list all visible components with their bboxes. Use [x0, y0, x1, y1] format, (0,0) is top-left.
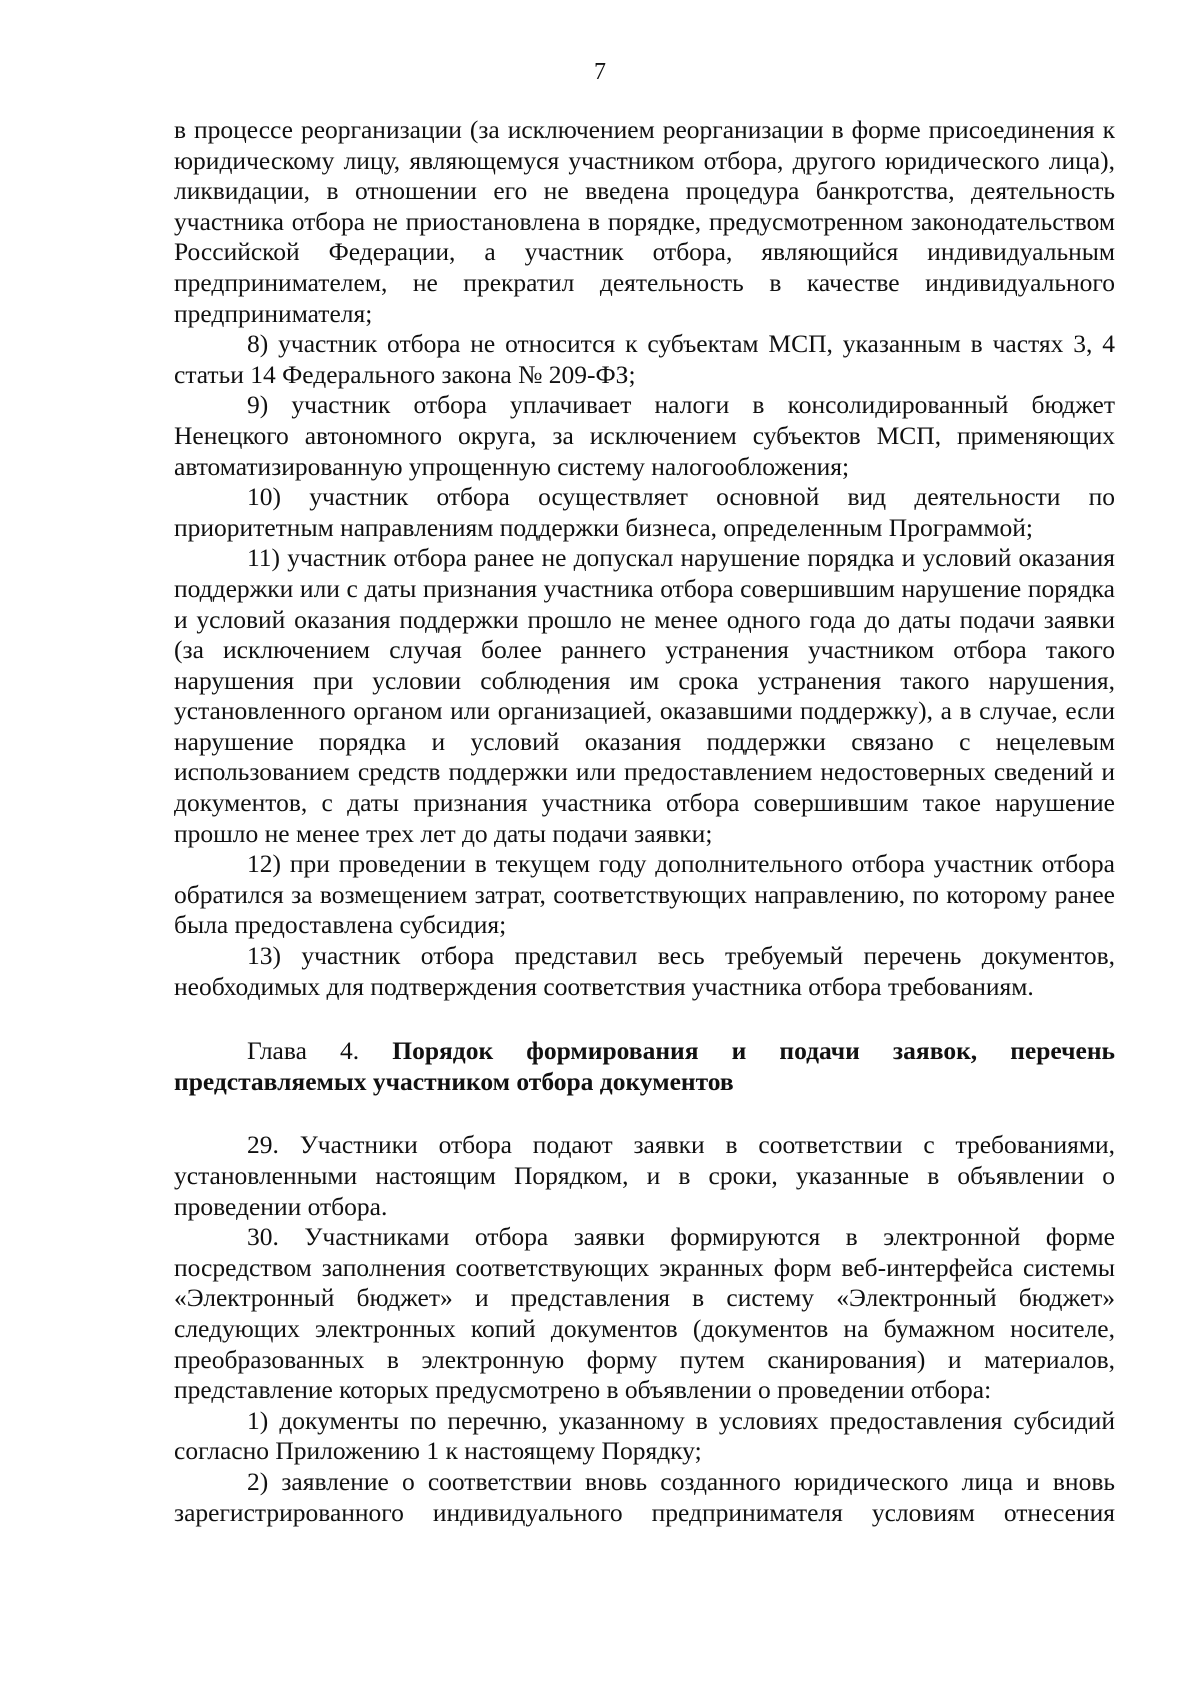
paragraph-30: 30. Участниками отбора заявки формируются в электронной форме посредством заполнения соответствующих экранных форм веб-интерфейса системы «Электронный бюджет» и представления в систему «Электронный бюджет» следующих электронных копий документов (документов на бумажном носителе, преобразованных в электронную форму путем сканирования) и материалов, представление которых предусмотрено в объявлении о проведении отбора:: [174, 1222, 1115, 1405]
paragraph-30-item-1: 1) документы по перечню, указанному в условиях предоставления субсидий согласно Приложению 1 к настоящему Порядку;: [174, 1405, 1115, 1466]
paragraph-item-11: 11) участник отбора ранее не допускал нарушение порядка и условий оказания поддержки или с даты признания участника отбора совершившим нарушение порядка и условий оказания поддержки прошло не менее одного года до даты подачи заявки (за исключением случая более раннего устранения участником отбора такого нарушения при условии соблюдения им срока устранения такого нарушения, установленного органом или организацией, оказавшими поддержку), а в случае, если нарушение порядка и условий оказания поддержки связано с нецелевым использованием средств поддержки или предоставлением недостоверных сведений и документов, с даты признания участника отбора совершившим такое нарушение прошло не менее трех лет до даты подачи заявки;: [174, 543, 1115, 848]
page-number: 7: [594, 59, 606, 85]
paragraph-continuation: в процессе реорганизации (за исключением реорганизации в форме присоединения к юридическому лицу, являющемуся участником отбора, другого юридического лица), ликвидации, в отношении его не введена процедура банкротства, деятельность участника отбора не приостановлена в порядке, предусмотренном законодательством Российской Федерации, а участник отбора, являющийся индивидуальным предпринимателем, не прекратил деятельность в качестве индивидуального предпринимателя;: [174, 115, 1115, 328]
paragraph-29: 29. Участники отбора подают заявки в соответствии с требованиями, установленными настоящим Порядком, и в сроки, указанные в объявлении о проведении отбора.: [174, 1130, 1115, 1221]
paragraph-item-9: 9) участник отбора уплачивает налоги в консолидированный бюджет Ненецкого автономного округа, за исключением субъектов МСП, применяющих автоматизированную упрощенную систему налогообложения;: [174, 390, 1115, 481]
chapter-heading: [174, 1036, 1115, 1097]
chapter-heading-prefix: Глава 4.: [247, 1036, 393, 1066]
paragraph-item-8: 8) участник отбора не относится к субъектам МСП, указанным в частях 3, 4 статьи 14 Федерального закона № 209-ФЗ;: [174, 329, 1115, 389]
document-body: [174, 115, 1115, 1528]
paragraph-30-item-2: 2) заявление о соответствии вновь созданного юридического лица и вновь зарегистрированного индивидуального предпринимателя условиям отнесения: [174, 1466, 1115, 1527]
paragraph-item-10: 10) участник отбора осуществляет основной вид деятельности по приоритетным направлениям поддержки бизнеса, определенным Программой;: [174, 482, 1115, 542]
chapter-heading-title: Порядок формирования и подачи заявок, перечень представляемых участником отбора документов: [174, 1036, 1115, 1096]
paragraph-item-12: 12) при проведении в текущем году дополнительного отбора участник отбора обратился за возмещением затрат, соответствующих направлению, по которому ранее была предоставлена субсидия;: [174, 849, 1115, 940]
paragraph-item-13: 13) участник отбора представил весь требуемый перечень документов, необходимых для подтверждения соответствия участника отбора требованиям.: [174, 941, 1115, 1001]
